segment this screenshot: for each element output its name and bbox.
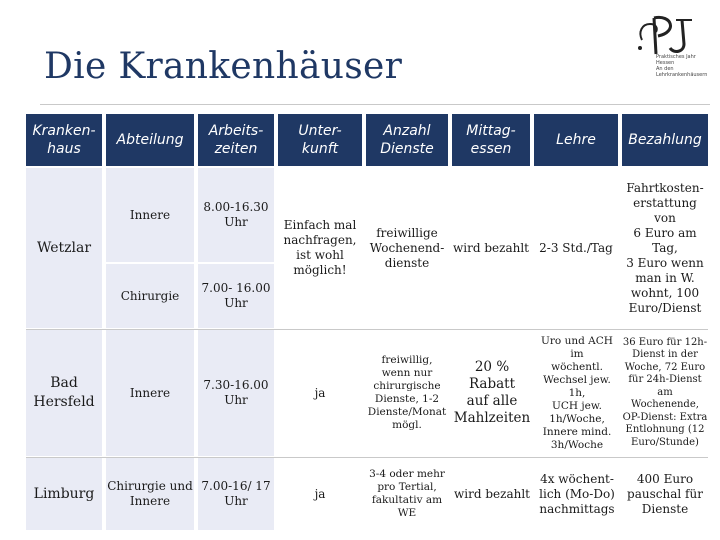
hersfeld-bezahlung: 36 Euro für 12h- Dienst in der Woche, 72 Euro für 24h-Dienst am Wochenende, OP-Dienst: Extra Entlohnung (12 Euro/Stunde) [622,330,708,456]
limburg-mittagessen: wird bezahlt [452,458,532,530]
hersfeld-lehre: Uro und ACH im wöchentl. Wechsel jew. 1h, UCH jew. 1h/Woche, Innere mind. 3h/Woche [534,330,620,456]
wetzlar-hospital: Wetzlar [26,168,102,328]
wetzlar-time-innere: 8.00-16.30 Uhr [198,168,274,262]
header-lehre: Lehre [534,114,618,166]
pj-logo [632,10,712,80]
header-mittagessen: Mittag- essen [452,114,530,166]
wetzlar-dept-chirurgie: Chirurgie [106,264,194,328]
title-divider [40,104,710,105]
header-krankenhaus: Kranken- haus [26,114,102,166]
hersfeld-hospital: Bad Hersfeld [26,330,102,456]
wetzlar-bezahlung: Fahrtkosten- erstattung von 6 Euro am Tag, 3 Euro wenn man in W. wohnt, 100 Euro/Dienst [622,168,708,328]
hersfeld-mittagessen: 20 % Rabatt auf alle Mahlzeiten [452,330,532,456]
limburg-hospital: Limburg [26,458,102,530]
page-title: Die Krankenhäuser [44,46,403,87]
wetzlar-lehre: 2-3 Std./Tag [534,168,618,328]
header-anzahl-dienste: Anzahl Dienste [366,114,448,166]
hersfeld-dept: Innere [106,330,194,456]
wetzlar-unterkunft: Einfach mal nachfragen, ist wohl möglich! [278,168,362,328]
limburg-lehre: 4x wöchent- lich (Mo-Do) nachmittags [534,458,620,530]
limburg-time: 7.00-16/ 17 Uhr [198,458,274,530]
limburg-unterkunft: ja [278,458,362,530]
logo-subtext: Praktisches Jahr Hessen An den Lehrkrankenhäusern [656,54,708,78]
header-bezahlung: Bezahlung [622,114,708,166]
header-arbeitszeiten: Arbeits- zeiten [198,114,274,166]
limburg-dienste: 3-4 oder mehr pro Tertial, fakultativ am WE [366,458,448,530]
wetzlar-time-chirurgie: 7.00- 16.00 Uhr [198,264,274,328]
wetzlar-dienste: freiwillige Wochenend- dienste [366,168,448,328]
header-unterkunft: Unter- kunft [278,114,362,166]
pj-logo-mark [632,10,712,56]
limburg-bezahlung: 400 Euro pauschal für Dienste [622,458,708,530]
limburg-dept: Chirurgie und Innere [106,458,194,530]
hersfeld-dienste: freiwillig, wenn nur chirurgische Dienste, 1-2 Dienste/Monat mögl. [366,330,448,456]
wetzlar-mittagessen: wird bezahlt [452,168,530,328]
hersfeld-time: 7.30-16.00 Uhr [198,330,274,456]
hersfeld-unterkunft: ja [278,330,362,456]
header-abteilung: Abteilung [106,114,194,166]
wetzlar-dept-innere: Innere [106,168,194,262]
